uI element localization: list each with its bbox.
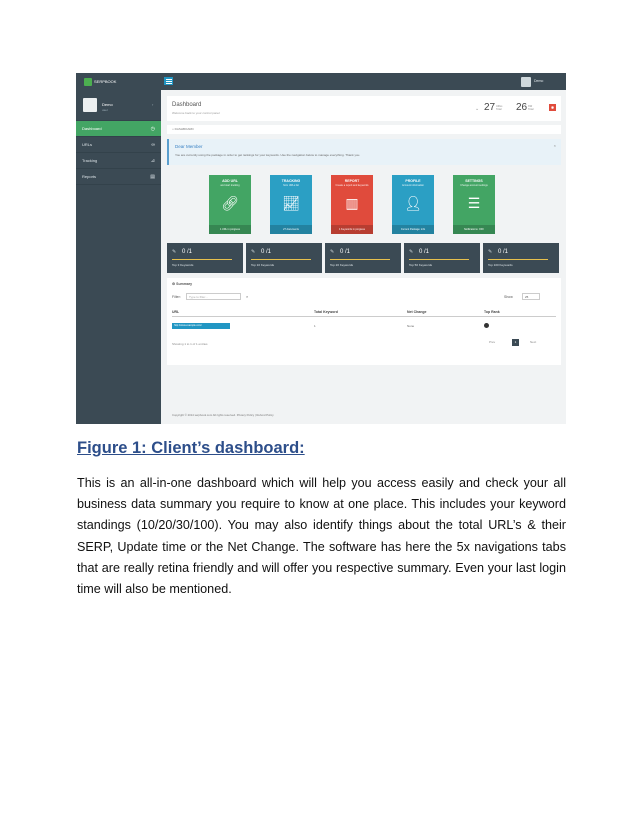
- tile-tracking[interactable]: [270, 175, 312, 234]
- sidebar-item-reports[interactable]: [76, 169, 161, 185]
- pin-icon: ✎: [251, 249, 256, 255]
- dashboard-screenshot: [76, 73, 566, 424]
- tile-title: TRACKING: [281, 179, 301, 183]
- link-icon: ∞: [151, 141, 155, 148]
- chart-icon: ⊿: [150, 157, 155, 164]
- user-name[interactable]: Demo: [534, 79, 544, 83]
- tile-subtitle: Change account settings: [460, 184, 488, 187]
- keyword-bar: [409, 259, 469, 260]
- stat-value: 27: [484, 102, 496, 113]
- sidebar-item-label: Tracking: [82, 158, 98, 163]
- logo-icon: [84, 78, 92, 86]
- column-header-url[interactable]: URL: [172, 310, 180, 314]
- keyword-value: 0 /1: [419, 249, 430, 255]
- sidebar-item-label: Dashboard: [82, 126, 102, 131]
- breadcrumb: ⌂ DASHBOARD: [167, 125, 561, 134]
- column-header-top-rank[interactable]: Top Rank: [484, 310, 500, 314]
- keyword-label: Top 3 Keywords: [172, 263, 194, 267]
- user-avatar[interactable]: [521, 77, 531, 87]
- tile-footer: 1 Keywords in progress: [331, 225, 373, 234]
- tile-add-url[interactable]: [209, 175, 251, 234]
- logo-text: SERPBOOK: [94, 79, 117, 84]
- tile-subtitle: Create a report and keywords: [335, 184, 369, 187]
- close-icon[interactable]: ×: [553, 143, 556, 148]
- sidebar-item-label: Reports: [82, 174, 97, 179]
- pin-icon: ✎: [409, 249, 414, 255]
- alert-text: You are currently using the package in order to get rankings for your keywords. Use the navigation below to manage everything. Thank you.: [175, 153, 361, 157]
- tile-subtitle: Account information: [401, 184, 425, 187]
- tile-subtitle: from URLs list: [283, 184, 299, 187]
- summary-heading: ⚙ Summary: [172, 282, 193, 286]
- keyword-stats: [167, 243, 561, 273]
- keyword-value: 0 /1: [498, 249, 509, 255]
- book-icon: ▥: [345, 195, 359, 211]
- keyword-label: Top 50 Keywords: [409, 263, 433, 267]
- keyword-stat-top100[interactable]: [483, 243, 559, 273]
- keyword-label: Top 100 Keywords: [488, 263, 513, 267]
- action-tiles: [167, 175, 561, 234]
- chart-icon: 📈︎: [282, 195, 300, 211]
- keyword-stat-top20[interactable]: [325, 243, 401, 273]
- top-bar: [76, 73, 566, 90]
- search-icon[interactable]: ⌕: [246, 294, 249, 299]
- table-row-net-change: None: [407, 324, 415, 328]
- tile-footer: Current Package: info: [392, 225, 434, 234]
- profile-role: user: [102, 108, 108, 112]
- tile-report[interactable]: [331, 175, 373, 234]
- tile-subtitle: and start tracking: [220, 184, 240, 187]
- filter-input[interactable]: Type to filter...: [186, 293, 241, 300]
- sidebar-item-dashboard[interactable]: [76, 121, 161, 137]
- gift-icon[interactable]: ✱: [550, 105, 555, 110]
- show-label: Show: [504, 295, 513, 299]
- keyword-value: 0 /1: [261, 249, 272, 255]
- stat-bottom: Total: [496, 107, 502, 111]
- stat-bottom: Total: [528, 107, 534, 111]
- sliders-icon: ☰: [467, 195, 481, 211]
- keyword-label: Top 20 Keywords: [330, 263, 354, 267]
- tile-settings[interactable]: [453, 175, 495, 234]
- page-title: Dashboard: [172, 102, 202, 108]
- sidebar-profile[interactable]: [76, 90, 161, 121]
- keyword-label: Top 10 Keywords: [251, 263, 275, 267]
- user-icon: 👤︎: [404, 195, 422, 211]
- pin-icon: ✎: [488, 249, 493, 255]
- table-divider: [172, 316, 556, 317]
- menu-toggle-button[interactable]: [164, 77, 173, 85]
- table-row-url[interactable]: http://www.example.com/: [172, 323, 230, 329]
- keyword-count-stat: [516, 102, 533, 113]
- chevron-right-icon[interactable]: ›: [152, 102, 154, 107]
- sidebar: [76, 90, 161, 424]
- breadcrumb-label[interactable]: DASHBOARD: [174, 127, 194, 131]
- keyword-stat-top50[interactable]: [404, 243, 480, 273]
- tile-footer: Notifications: OFF: [453, 225, 495, 234]
- footer-copyright: Copyright © 2014 serpbook.com All rights reserved. Privacy Policy | Refund Policy: [172, 413, 274, 417]
- stat-top: URLs: [496, 104, 503, 108]
- sidebar-item-tracking[interactable]: [76, 153, 161, 169]
- tile-footer: 1 URL in progress: [209, 225, 251, 234]
- tile-title: SETTINGS: [465, 179, 483, 183]
- pagination-next[interactable]: Next: [530, 340, 537, 344]
- tile-title: REPORT: [344, 179, 360, 183]
- page-size-select[interactable]: 25: [522, 293, 540, 300]
- logo[interactable]: [84, 77, 116, 86]
- keyword-stat-top10[interactable]: [246, 243, 322, 273]
- keyword-bar: [172, 259, 232, 260]
- stat-value: 26: [516, 102, 528, 113]
- figure-caption: Figure 1: Client’s dashboard:: [77, 439, 305, 457]
- pagination-prev[interactable]: Prev: [489, 340, 496, 344]
- google-icon[interactable]: [484, 323, 489, 328]
- table-info: Showing 1 to 1 of 1 entries: [172, 342, 208, 346]
- table-row-total: 1: [314, 324, 316, 328]
- main-content: [167, 96, 561, 365]
- keyword-value: 0 /1: [340, 249, 351, 255]
- alert-title: Dear Member: [175, 144, 203, 149]
- sidebar-item-label: URLs: [82, 142, 93, 147]
- pin-icon: ✎: [172, 249, 177, 255]
- keyword-stat-top3[interactable]: [167, 243, 243, 273]
- clock-icon: ◷: [150, 125, 155, 132]
- filter-label: Filter:: [172, 295, 181, 299]
- keyword-value: 0 /1: [182, 249, 193, 255]
- url-count-stat: [484, 102, 502, 113]
- profile-avatar: [83, 98, 97, 112]
- keyword-bar: [251, 259, 311, 260]
- keyword-bar: [488, 259, 548, 260]
- column-header-net-change[interactable]: Net Change: [407, 310, 427, 314]
- column-header-total-keyword[interactable]: Total Keyword: [314, 310, 338, 314]
- welcome-alert: [167, 139, 561, 165]
- profile-name: Demo: [102, 102, 113, 107]
- page-header: [167, 96, 561, 121]
- doc-icon: ▤: [150, 173, 155, 180]
- keyword-bar: [330, 259, 390, 260]
- pagination-page[interactable]: 1: [512, 339, 519, 346]
- stat-top: KW: [528, 104, 533, 108]
- body-paragraph: This is an all-in-one dashboard which will help you access easily and check your all business data summary you require to know at one place. This includes your keyword standings (10/20/30/100). You may also identify things about the total URL’s & their SERP, Update time or the Net Change. The software has here the 5x navigations tabs that are really retina friendly and will offer you respective summary. Even your last login time will also be mentioned.: [77, 476, 566, 597]
- chevron-down-icon[interactable]: ⌄: [475, 106, 480, 112]
- tile-footer: 27 documents: [270, 225, 312, 234]
- pin-icon: ✎: [330, 249, 335, 255]
- tile-title: ADD URL: [222, 179, 238, 183]
- page-subtitle: Welcome back to your control panel: [172, 111, 220, 115]
- sidebar-item-urls[interactable]: [76, 137, 161, 153]
- link-icon: 🔗︎: [221, 195, 239, 211]
- tile-profile[interactable]: [392, 175, 434, 234]
- tile-title: PROFILE: [405, 179, 421, 183]
- summary-title: Summary: [176, 282, 193, 286]
- summary-panel: [167, 278, 561, 365]
